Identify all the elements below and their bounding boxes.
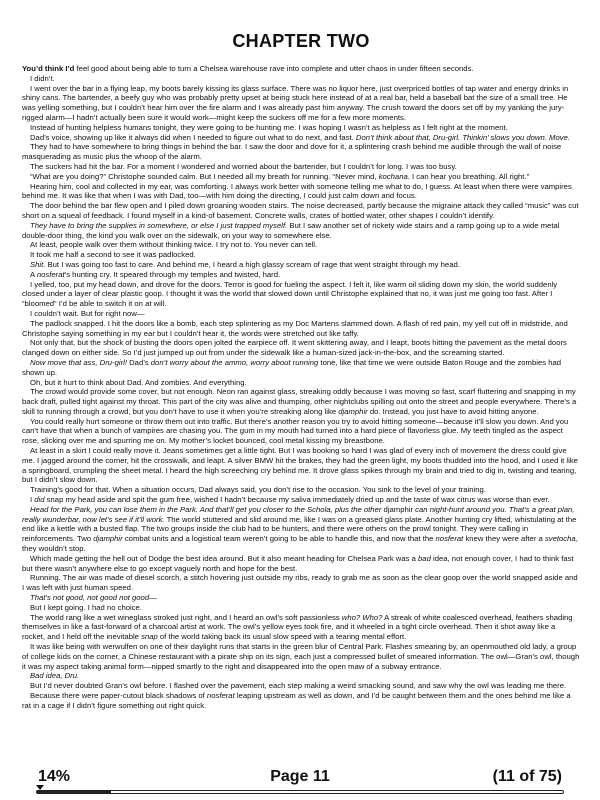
- paragraph: Shit. But I was going too fast to care. And behind me, I heard a high glassy scream of rage that went straight through my head.: [30, 259, 460, 269]
- lead-in: You’d think I’d: [22, 64, 75, 73]
- paragraph: They have to bring the supplies in somewhere, or else I just trapped myself. But I saw another set of rickety wide stairs and a ramp going up to a wide metal double-door thing, the kind you walk over on the sidewalk, on your way to somewhere else.: [22, 220, 560, 240]
- paragraph: It took me half a second to see it was padlocked.: [30, 250, 196, 260]
- paragraph: Not only that, but the shock of busting the doors open jolted the earpiece off. It went skittering away, and I leapt, boots hitting the pavement as the metal doors clanged down on either side. So I’d just jumped up out from under the sidewalk like a human-sized jack-in-the-box, and the screaming started.: [22, 338, 567, 358]
- paragraph: The world rang like a wet wineglass stroked just right, and I heard an owl’s soft passionless who? Who? A streak of white coalesced overhead, feathers shading themselves in like a fast-forward of a charcoal artist at work. The owl’s yellow eyes took fire, and it wheeled in a tight circle overhead. Then it shot away like a rocket, and I held off the inevitable snap of the world taking back its usual slow speed with a tearing mental effort.: [22, 612, 573, 642]
- progress-fill: [37, 791, 111, 793]
- paragraph: Hearing him, cool and collected in my ear, was comforting. I always work better with someone telling me what to do, I guess. At least when there were vampires behind me. It was like that when I was with Dad, too—with him doing the directing, I could just calm down and focus.: [22, 181, 572, 201]
- paragraph: I couldn’t wait. But for right now—: [30, 308, 145, 318]
- paragraph: A nosferat’s hunting cry. It speared through my temples and twisted, hard.: [30, 269, 281, 279]
- paragraph: Now move that ass, Dru-girl! Dad’s don’t worry about the ammo, worry about running tone, like that time we were outside Baton Rouge and the zombies had shown up.: [22, 357, 562, 377]
- paragraph: The suckers had hit the bar. For a moment I wondered and worried about the bartender, but I couldn’t for long. I was too busy.: [30, 161, 457, 171]
- paragraph: At least in a skirt I could really move it. Jeans sometimes get a little tight. But I was booking so hard I was glad of every inch of movement the dress could give me. I jagged around the corner, hit the crosswalk, and leapt. A silver BMW hit the brakes, they had the green light, my boots thudded into the hood, and I used it like a springboard, crumpling the sheet metal. I heard the high screeching cry behind me. It drove glass spikes through my brain and tried to dig in, twisting and tearing, but I didn’t slow down.: [22, 446, 578, 485]
- paragraph: It was like being with werwulfen on one of their daylight runs that starts in the green blur of Central Park. Flashes smearing by, an openmouthed old lady, a group of college kids on the corner, a Chinese restaurant with a pirate ship on its sign, each just a compressed bullet of smeared information. The owl—Gran’s owl, though it was my aspect taking animal form—nipped smartly to the right and disappeared into the open maw of a subway entrance.: [22, 642, 580, 671]
- paragraph: Which made getting the hell out of Dodge the best idea around. But it also meant heading for Chelsea Park was a bad idea, not enough cover, I had to think fast but there wasn’t anywhere else to go except vaguely north and hope for the best.: [22, 553, 574, 573]
- paragraph: The padlock snapped. I hit the doors like a bomb, each step splintering as my Doc Martens slammed down. A flash of red pain, my yell cut off in midstride, and Christophe saying something in my ear but I couldn’t hear it, the words were stretched out like taffy.: [22, 318, 568, 338]
- paragraph: Bad idea, Dru.: [30, 671, 80, 681]
- paragraph: But I kept going. I had no choice.: [30, 602, 142, 612]
- paragraph: You could really hurt someone or throw them out into traffic. But there’s another reason you try to avoid hitting someone—because it’ll slow you down. And you can’t have that when a bunch of vampires are chasing you. The gum in my mouth had turned into a hard piece of flavorless glue. My teeth tingled as the aspect rose, slicking over me and spurring me on. My mother’s locket bounced, cool metal kissing my breastbone.: [22, 416, 569, 446]
- paragraph: Instead of hunting helpless humans tonight, they were going to be hunting me. I was hoping I wasn’t as helpless as I felt right at the moment.: [30, 122, 508, 132]
- paragraph: I yelled, too, put my head down, and drove for the doors. Terror is good for fueling the aspect. I felt it, like warm oil sliding down my skin, the world suddenly closed under a layer of clear plastic goop. I thought it was the world that slowed down until Christophe explained that no, it was just me going too fast. After I “bloomed” I’d be able to switch it on at will.: [22, 279, 558, 309]
- paragraph: Because there were paper-cutout black shadows of nosferat leaping upstream as well as down, and I’d be caught between them and the ones behind me like a rat in a cage if I didn’t figure something out right quick.: [22, 691, 571, 710]
- progress-percent: 14%: [38, 768, 71, 785]
- paragraph: Running. The air was made of diesel scorch, a stitch hovering just outside my ribs, ready to grab me as soon as the clear goop over the world snapped aside and I was left with just human speed.: [22, 573, 578, 593]
- page-count: (11 of 75): [492, 768, 562, 785]
- paragraph: Oh, but it hurt to think about Dad. And zombies. And everything.: [30, 377, 247, 387]
- paragraph: Training’s good for that. When a situation occurs, Dad always said, you don’t rise to the occasion. You sink to the level of your training.: [30, 485, 486, 495]
- paragraph: Head for the Park, you can lose them in the Park. And that’ll get you closer to the Schola, plus the other djamphir can night-hunt around you. That’s a great plan, really wunderbar, now let’s see if it’ll work. The world stuttered and slid around me, like I was on a greased glass plate. Another hunting cry lifted, whistulating at the end like a kettle with a busted flap. The two groups inside the club had to be hunters, and there were others on the prowl tonight. They were calling in reinforcements. Two djamphir combat units and a logistical team weren’t going to be able to handle this, and now that the nosferat knew they were after a svetocha, they wouldn’t stop.: [22, 504, 578, 554]
- chapter-title: CHAPTER TWO: [232, 31, 370, 51]
- paragraph: I did snap my head aside and spit the gum free, wished I hadn’t because my saliva immediately dried up and the taste of wax citrus was worse than ever.: [30, 495, 550, 505]
- paragraph: But I’d never doubted Gran’s owl before. I flashed over the pavement, each step making a weird smacking sound, and saw why the owl was leading me there.: [30, 681, 567, 691]
- paragraph: That’s not good, not good not good—: [30, 593, 157, 603]
- paragraph: Dad’s voice, showing up like it always did when I needed to figure out what to do next, and fast. Don’t think about that, Dru-girl. Thinkin’ slows you down. Move.: [30, 132, 570, 142]
- paragraph: [22, 64, 580, 74]
- progress-bar[interactable]: [36, 790, 564, 794]
- page-label: Page 11: [270, 768, 330, 785]
- paragraph: I went over the bar in a flying leap, my boots barely kissing its glass surface. There was no liquor here, just overpriced bottles of tap water and energy drinks in shiny cans. The bartender, a beefy guy who was probably pretty upset at being stuck here instead of at a real bar, held a baseball bat the size of a small tree. He was yelling something, but I couldn’t hear him over the fire alarm and I was already past him anyway. The crush toward the doors set off by my yanking the jury-rigged alarm—I hadn’t actually been sure it would work—might keep the suckers off me for a few more moments.: [22, 83, 569, 122]
- paragraph: They had to have somewhere to bring things in behind the bar. I saw the door and dove for it, a splintering crash behind me audible through the wall of noise masquerading as music plus the whoop of the alarm.: [22, 142, 562, 162]
- paragraph-text: feel good about being able to turn a Chelsea warehouse rave into complete and utter chaos in under fifteen seconds.: [74, 64, 474, 73]
- paragraph: The crowd would provide some cover, but not enough. Neon ran against glass, streaking oddly because I was moving so fast, scarf fluttering and snapping in my back draft, pulled tight against my throat. This part of the city was alive and thumping, other nightclubs spilling out onto the street and people everywhere. There’s a skill to running through a crowd, but you don’t have to use it when you’re streaking along like djamphir do. Instead, you just have to avoid hitting anyone.: [22, 387, 577, 416]
- book-page: [22, 28, 580, 772]
- paragraph: “What are you doing?” Christophe sounded calm. But I needed all my breath for running. “Never mind, kochana. I can hear you breathing. All right.”: [30, 171, 530, 181]
- reader-footer: [38, 768, 562, 788]
- chapter-body: [22, 64, 580, 711]
- paragraph: The door behind the bar flew open and I piled down groaning wooden stairs. The noise decreased, partly because the migraine attack they called “music” was cut short on a squeal of feedback. I found myself in a kind-of basement. Concrete walls, crates of bottled water, other shapes I couldn’t identify.: [22, 201, 579, 220]
- paragraph: At least, people walk over them without thinking twice. I try not to. You never can tell.: [30, 240, 318, 250]
- paragraph: I didn’t.: [30, 73, 55, 83]
